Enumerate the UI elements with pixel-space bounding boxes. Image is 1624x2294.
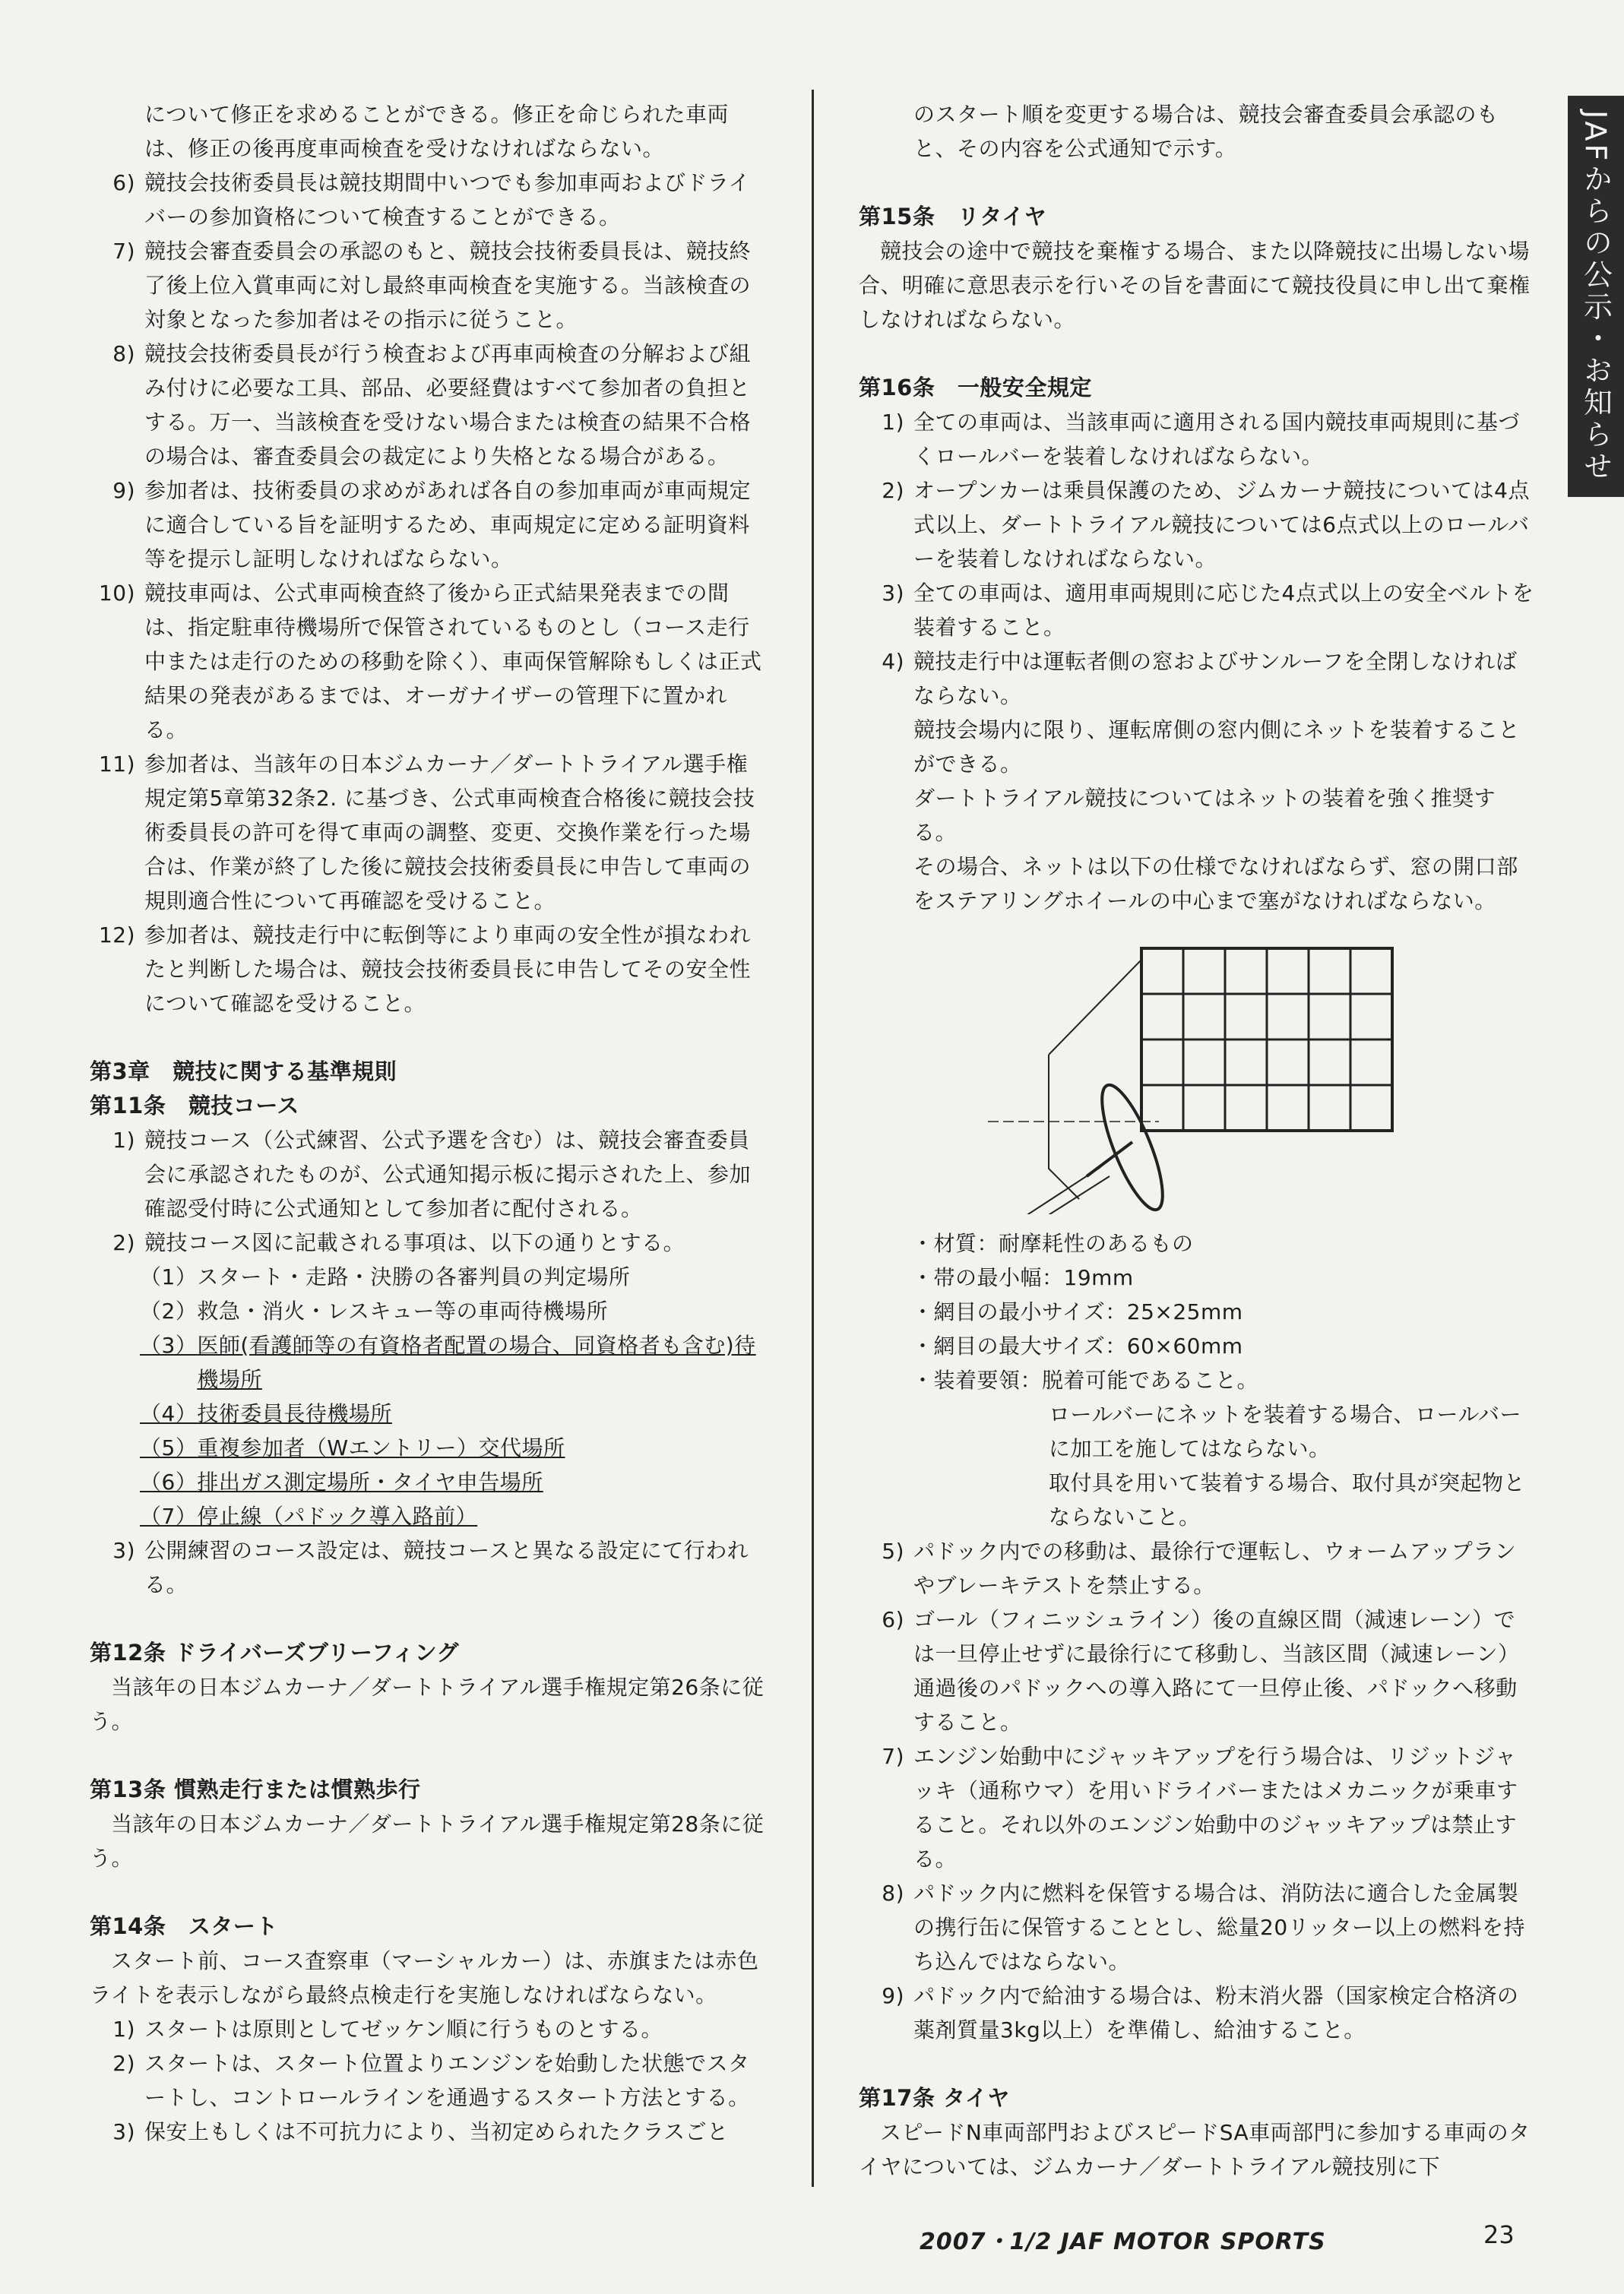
window-frame-line: [1049, 1055, 1079, 1199]
text-line: 競技会場内に限り、運転席側の窓内側にネットを装着することができる。: [913, 717, 1521, 777]
item-text: エンジン始動中にジャッキアップを行う場合は、リジットジャッキ（通称ウマ）を用いドライバーまたはメカニックが乗車すること。それ以外のエンジン始動中のジャッキアップは禁止する。: [913, 1744, 1518, 1872]
list-item: [859, 405, 1535, 473]
article-13-text: 当該年の日本ジムカーナ／ダートトライアル選手権規定第28条に従う。: [90, 1811, 765, 1871]
item-number: 8): [882, 1881, 904, 1906]
item-text: ゴール（フィニッシュライン）後の直線区間（減速レーン）では一旦停止せずに最徐行にて移動し、当該区間（減速レーン）通過後のパドックへの導入路にて一旦停止後、パドックへ移動すること。: [913, 1607, 1520, 1735]
text-line: ロールバーにネットを装着する場合、ロールバーに加工を施してはならない。: [1049, 1402, 1521, 1461]
list-item: [859, 1534, 1535, 1603]
item-text: 参加者は、技術委員の求めがあれば各自の参加車両が車両規定に適合している旨を証明するため、車両規定に定める証明資料等を提示し証明しなければならない。: [144, 478, 752, 571]
list-item: [90, 918, 766, 1020]
item-number: 2): [882, 478, 904, 503]
item-text: パドック内での移動は、最徐行で運転し、ウォームアップランやブレーキテストを禁止する。: [913, 1539, 1517, 1598]
article-12-heading: 第12条 ドライバーズブリーフィング: [90, 1640, 460, 1666]
sub-item: （3） 医師(看護師等の有資格者配置の場合、同資格者も含む)待機場所: [140, 1333, 756, 1392]
item-number: 8): [112, 341, 135, 366]
item-text: 競技走行中は運転者側の窓およびサンルーフを全閉しなければならない。: [913, 649, 1518, 708]
sub-item: （4） 技術委員長待機場所: [140, 1401, 392, 1426]
list-item: [90, 337, 766, 473]
item-text: 全ての車両は、当該車両に適用される国内競技車両規則に基づくロールバーを装着しなければならない。: [913, 410, 1521, 469]
item-number: 5): [882, 1539, 904, 1564]
sub-item: （5） 重複参加者（Wエントリー）交代場所: [140, 1435, 565, 1460]
net-notes: [859, 713, 1535, 918]
item-number: 11): [98, 751, 135, 777]
text-line: ダートトライアル競技についてはネットの装着を強く推奨する。: [913, 786, 1496, 845]
item-number: 12): [98, 922, 135, 948]
article-15-text: 競技会の途中で競技を棄権する場合、また以降競技に出場しない場合、明確に意思表示を行いその旨を書面にて競技役員に申し出て棄権しなければならない。: [859, 239, 1531, 332]
item-text: パドック内に燃料を保管する場合は、消防法に適合した金属製の携行缶に保管することとし、総量20リッター以上の燃料を持ち込んではならない。: [913, 1881, 1526, 1974]
list-item: [859, 644, 1535, 713]
article-14-heading: 第14条 スタート: [90, 1913, 278, 1939]
chapter-heading: 第3章 競技に関する基準規則: [90, 1058, 397, 1084]
text-line: その場合、ネットは以下の仕様でなければならず、窓の開口部をステアリングホイールの中心まで塞がなければならない。: [913, 854, 1518, 913]
article-14-text: スタート前、コース査察車（マーシャルカー）は、赤旗または赤色ライトを表示しながら最終点検走行を実施しなければならない。: [90, 1948, 759, 2008]
item-text: 全ての車両は、適用車両規則に応じた4点式以上の安全ベルトを装着すること。: [913, 581, 1534, 640]
text-line: 取付具を用いて装着する場合、取付具が突起物とならないこと。: [1049, 1470, 1526, 1530]
sub-item: （6） 排出ガス測定場所・タイヤ申告場所: [140, 1470, 543, 1495]
list-item: 3) 公開練習のコース設定は、競技コースと異なる設定にて行われる。: [112, 1538, 749, 1597]
item-number: 10): [98, 581, 135, 606]
text-line: ・網目の最小サイズ：25×25mm: [912, 1299, 1243, 1324]
text-line: ・網目の最大サイズ：60×60mm: [912, 1334, 1243, 1359]
list-item: [90, 473, 766, 576]
item-text: 競技コース図に記載される事項は、以下の通りとする。: [144, 1230, 685, 1255]
list-item: [859, 576, 1535, 644]
item-text: スタートは、スタート位置よりエンジンを始動した状態でスタートし、コントロールラインを通過するスタート方法とする。: [144, 2051, 750, 2110]
window-net-diagram: [859, 926, 1535, 1214]
item-text: 競技会審査委員会の承認のもと、競技会技術委員長は、競技終了後上位入賞車両に対し最終車両検査を実施する。当該検査の対象となった参加者はその指示に従うこと。: [144, 239, 752, 332]
right-column: [859, 97, 1535, 2184]
item-number: 4): [882, 649, 904, 674]
list-item: [859, 1603, 1535, 1739]
inspection-items: [90, 166, 766, 1020]
item-text: 保安上もしくは不可抗力により、当初定められたクラスごと: [144, 2119, 729, 2144]
item-text: 競技車両は、公式車両検査終了後から正式結果発表までの間は、指定駐車待機場所で保管されているものとし（コース走行中または走行のための移動を除く）、車両保管解除もしくは正式結果の発表があるまでは、オーガナイザーの管理下に置かれる。: [144, 581, 762, 742]
item-number: 7): [112, 239, 135, 264]
article-11-items: [90, 1123, 766, 1260]
item-number: 3): [882, 581, 904, 606]
list-item: [90, 234, 766, 337]
article-14-items: [90, 2012, 766, 2149]
item-number: 3): [112, 2119, 135, 2144]
page-number: 23: [1483, 2220, 1515, 2249]
text-line: ・材質：耐摩耗性のあるもの: [912, 1231, 1194, 1256]
item-text: 参加者は、競技走行中に転倒等により車両の安全性が損なわれたと判断した場合は、競技会技術委員長に申告してその安全性について確認を受けること。: [144, 922, 752, 1016]
item-number: 1): [112, 2017, 135, 2042]
list-item: [90, 2046, 766, 2115]
item-number: 2): [112, 1230, 135, 1255]
article-15-heading: 第15条 リタイヤ: [859, 204, 1047, 229]
net-specs-notes: [859, 1397, 1535, 1534]
sub-item: （1） スタート・走路・決勝の各審判員の判定場所: [140, 1264, 631, 1289]
list-item: [859, 1739, 1535, 1876]
item-number: 6): [112, 170, 135, 195]
column-divider: [812, 90, 814, 2187]
item-text: 競技コース（公式練習、公式予選を含む）は、競技会審査委員会に承認されたものが、公式通知掲示板に掲示された上、参加確認受付時に公式通知として参加者に配付される。: [144, 1128, 752, 1221]
window-diagonal-line: [1049, 960, 1141, 1055]
item-text: 参加者は、当該年の日本ジムカーナ／ダートトライアル選手権規定第5章第32条2. に基づき、公式車両検査合格後に競技会技術委員長の許可を得て車両の調整、変更、交換作業を行った場合は、作業が終了した後に競技会技術委員長に申告して車両の規則適合性について再確認を受けること。: [144, 751, 755, 913]
list-item: [90, 1226, 766, 1260]
list-item: [90, 576, 766, 747]
list-item: [859, 1979, 1535, 2047]
item-number: 7): [882, 1744, 904, 1769]
list-item: [90, 747, 766, 918]
continued-text: のスタート順を変更する場合は、競技会審査委員会承認のもと、その内容を公式通知で示す。: [913, 102, 1499, 161]
continued-text: について修正を求めることができる。修正を命じられた車両は、修正の後再度車両検査を受けなければならない。: [144, 102, 729, 161]
text-line: ・装着要領：脱着可能であること。: [912, 1368, 1259, 1393]
left-column: [90, 97, 766, 2149]
list-item: [859, 473, 1535, 576]
item-number: 9): [112, 478, 135, 503]
article-17-heading: 第17条 タイヤ: [859, 2085, 1010, 2111]
list-item: [90, 2115, 766, 2149]
article-13-heading: 第13条 慣熟走行または慣熟歩行: [90, 1777, 421, 1802]
article-17-text: スピードN車両部門およびスピードSA車両部門に参加する車両のタイヤについては、ジムカーナ／ダートトライアル競技別に下: [859, 2120, 1531, 2179]
item-number: 1): [882, 410, 904, 435]
item-text: オープンカーは乗員保護のため、ジムカーナ競技については4点式以上、ダートトライアル競技については6点式以上のロールバーを装着しなければならない。: [913, 478, 1530, 571]
magazine-footer: 2007・1/2 JAF MOTOR SPORTS: [920, 2229, 1326, 2255]
steering-wheel-icon: [1011, 1078, 1174, 1214]
text-line: ・帯の最小幅：19mm: [912, 1265, 1134, 1290]
list-item: [90, 2012, 766, 2046]
net-specs: [859, 1226, 1535, 1397]
article-16-items: [859, 405, 1535, 713]
article-11-heading: 第11条 競技コース: [90, 1093, 299, 1119]
list-item: [90, 1123, 766, 1226]
item-text: 競技会技術委員長が行う検査および再車両検査の分解および組み付けに必要な工具、部品、必要経費はすべて参加者の負担とする。万一、当該検査を受けない場合または検査の結果不合格の場合は、審査委員会の裁定により失格となる場合がある。: [144, 341, 752, 469]
item-text: パドック内で給油する場合は、粉末消火器（国家検定合格済の薬剤質量3kg以上）を準備し、給油すること。: [913, 1983, 1519, 2042]
item-number: 2): [112, 2051, 135, 2076]
article-16-heading: 第16条 一般安全規定: [859, 375, 1092, 400]
list-item: [859, 1876, 1535, 1979]
sub-item: （2） 救急・消火・レスキュー等の車両待機場所: [140, 1299, 608, 1324]
item-number: 9): [882, 1983, 904, 2008]
article-12-text: 当該年の日本ジムカーナ／ダートトライアル選手権規定第26条に従う。: [90, 1675, 765, 1734]
item-text: 競技会技術委員長は競技期間中いつでも参加車両およびドライバーの参加資格について検査することができる。: [144, 170, 751, 229]
sub-item: （7） 停止線（パドック導入路前）: [140, 1504, 478, 1529]
section-tab: JAFからの公示・お知らせ: [1568, 96, 1624, 497]
article-16-items-b: [859, 1534, 1535, 2047]
list-item: [90, 166, 766, 234]
course-map-items: [90, 1260, 766, 1533]
item-text: スタートは原則としてゼッケン順に行うものとする。: [144, 2017, 663, 2042]
item-number: 1): [112, 1128, 135, 1153]
item-number: 6): [882, 1607, 904, 1632]
